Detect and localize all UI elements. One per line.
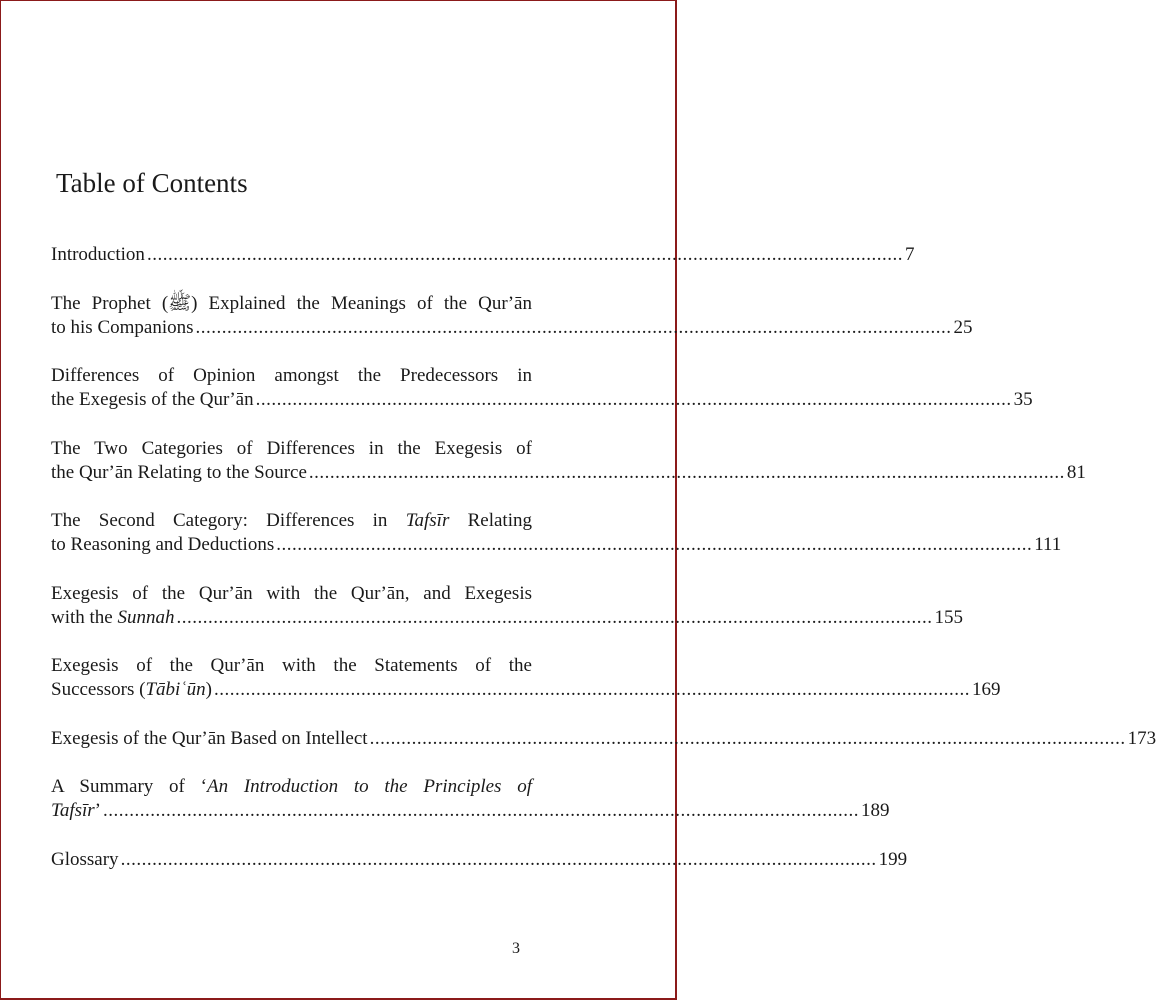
toc-entry-title [51,509,532,533]
dot-leader: ................................................................................................................................................ [213,679,970,700]
toc-entry-line [51,727,1156,751]
page-title: Table of Contents [56,168,248,198]
toc-entry-title: Glossary [51,848,119,870]
table-of-contents [51,243,1156,872]
toc-title-part: A Summary of ‘ [51,776,207,797]
toc-title-part: with the [51,606,118,628]
toc-entry-title: Differences of Opinion amongst the Predecessors in [51,365,532,386]
toc-entry-line [51,848,908,872]
toc-entry-title-cont [51,799,101,823]
dot-leader: ................................................................................................................................................ [369,727,1126,749]
toc-entry-differences-of-opinion[interactable] [51,364,1033,412]
toc-title-italic: Tafsīr [405,510,450,531]
toc-page-number: 173 [1127,727,1156,749]
toc-entry-line [51,461,1086,485]
toc-title-italic: An Introduction to the Principles of [206,776,532,797]
toc-page-number: 199 [878,848,908,870]
toc-title-part: The Second Category: Differences in [51,510,406,531]
toc-entry-title: Introduction [51,244,145,265]
toc-title-part: ) [205,679,212,700]
toc-title-italic: Tafsīr [51,800,95,821]
toc-entry-title-cont: the Exegesis of the Qurʼān [51,389,254,410]
toc-entry-line [51,799,890,823]
toc-entry-second-category[interactable] [51,509,1062,557]
dot-leader: ................................................................................................................................................ [176,606,933,628]
dot-leader: ................................................................................................................................................ [146,244,903,265]
toc-entry-line [51,678,1001,702]
toc-page-number: 189 [861,800,890,821]
toc-entry-statements-of-successors[interactable] [51,654,1001,702]
toc-page-number: 81 [1066,461,1086,483]
toc-entry-quran-with-quran[interactable] [51,582,963,630]
toc-page-number: 7 [904,244,915,265]
toc-page-number: 25 [953,316,973,338]
toc-entry-line [51,316,973,340]
toc-entry-summary[interactable] [51,775,890,823]
toc-entry-line [51,606,963,630]
dot-leader: ................................................................................................................................................ [308,461,1065,483]
toc-entry-title-cont [51,606,175,630]
toc-title-part: Successors ( [51,679,146,700]
toc-entry-title: Exegesis of the Qurʼān with the Qurʼān, and Exegesis [51,582,532,604]
page-number: 3 [512,940,520,957]
toc-entry-line [51,533,1062,557]
toc-page-number: 155 [934,606,963,628]
toc-page-number: 35 [1013,389,1033,410]
toc-entry-glossary[interactable] [51,848,908,872]
toc-entry-title-cont: to his Companions [51,316,194,338]
toc-entry-based-on-intellect[interactable] [51,727,1156,751]
dot-leader: ................................................................................................................................................ [195,316,952,338]
toc-entry-title: Exegesis of the Qurʼān with the Statements of the [51,655,532,676]
toc-entry-line [51,243,915,267]
toc-entry-title: The Prophet (ﷺ) Explained the Meanings of the Qurʼān [51,292,532,314]
dot-leader: ................................................................................................................................................ [103,800,859,821]
toc-entry-title: The Two Categories of Differences in the Exegesis of [51,437,532,459]
toc-title-italic: Tābiʿūn [145,679,206,700]
toc-entry-two-categories[interactable] [51,437,1086,485]
toc-entry-title: Exegesis of the Qurʼān Based on Intellect [51,727,368,749]
dot-leader: ................................................................................................................................................ [255,389,1012,410]
toc-entry-prophet-explained[interactable] [51,292,973,340]
toc-entry-title-cont: the Qurʼān Relating to the Source [51,461,307,483]
dot-leader: ................................................................................................................................................ [276,534,1033,555]
toc-title-part: ’ [94,800,101,821]
toc-entry-line [51,388,1033,412]
toc-entry-title-cont [51,678,212,702]
dot-leader: ................................................................................................................................................ [120,848,877,870]
toc-page-number: 169 [971,679,1001,700]
toc-entry-introduction[interactable] [51,243,915,267]
toc-page-number: 111 [1034,534,1062,555]
toc-entry-title [51,775,532,799]
toc-title-part: Relating [449,510,532,531]
toc-title-italic: Sunnah [117,606,175,628]
toc-entry-title-cont: to Reasoning and Deductions [51,534,275,555]
